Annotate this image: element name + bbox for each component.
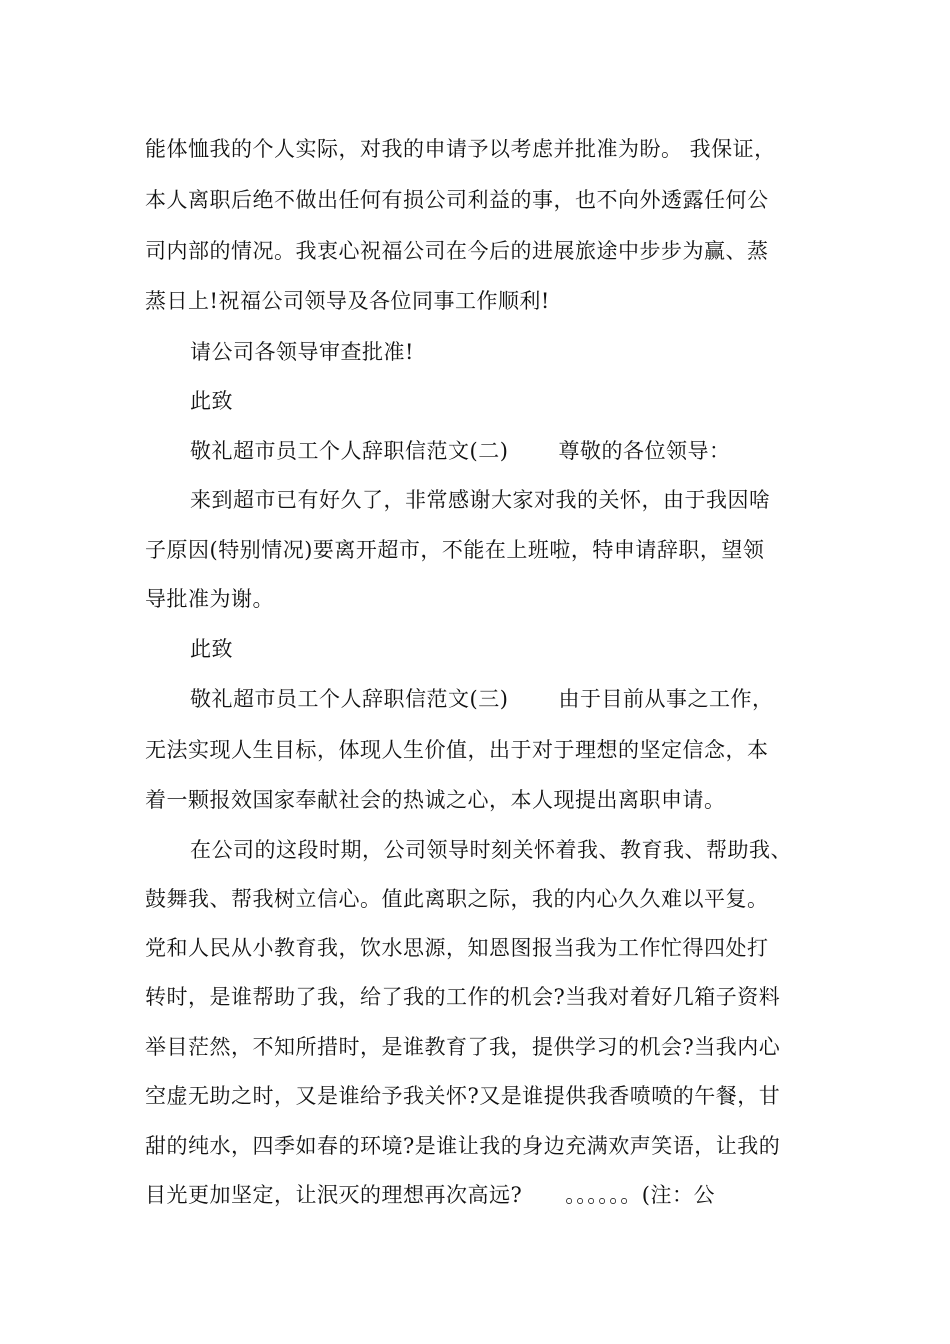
- text-line: 司内部的情况。我衷心祝福公司在今后的进展旅途中步步为赢、蒸: [145, 239, 769, 263]
- text-line: 蒸日上!祝福公司领导及各位同事工作顺利!: [145, 289, 550, 313]
- text-line: 此致: [190, 637, 233, 661]
- text-line: 转时，是谁帮助了我，给了我的工作的机会?当我对着好几箱子资料: [145, 985, 781, 1009]
- text-line: 党和人民从小教育我，饮水思源，知恩图报当我为工作忙得四处打: [145, 936, 769, 960]
- text-line: 导批准为谢。: [145, 587, 274, 611]
- text-line: 来到超市已有好久了，非常感谢大家对我的关怀，由于我因啥: [190, 488, 771, 512]
- text-line: 目光更加坚定，让泯灭的理想再次高远? 。。。。。。(注：公: [145, 1183, 715, 1207]
- text-line: 在公司的这段时期，公司领导时刻关怀着我、教育我、帮助我、: [190, 838, 792, 862]
- text-line: 举目茫然，不知所措时，是谁教育了我，提供学习的机会?当我内心: [145, 1035, 781, 1059]
- section-heading-line: 敬礼超市员工个人辞职信范文(三) 由于目前从事之工作，: [190, 687, 774, 711]
- text-line: 无法实现人生目标，体现人生价值，出于对于理想的坚定信念，本: [145, 738, 769, 762]
- text-line: 能体恤我的个人实际，对我的申请予以考虑并批准为盼。 我保证，: [145, 137, 776, 161]
- text-line: 本人离职后绝不做出任何有损公司利益的事，也不向外透露任何公: [145, 188, 769, 212]
- section-heading-line: 敬礼超市员工个人辞职信范文(二) 尊敬的各位领导：: [190, 439, 731, 463]
- text-line: 鼓舞我、帮我树立信心。值此离职之际，我的内心久久难以平复。: [145, 887, 769, 911]
- text-line: 空虚无助之时，又是谁给予我关怀?又是谁提供我香喷喷的午餐，甘: [145, 1084, 781, 1108]
- text-line: 此致: [190, 389, 233, 413]
- text-line: 甜的纯水，四季如春的环境?是谁让我的身边充满欢声笑语，让我的: [145, 1134, 781, 1158]
- text-line: 着一颗报效国家奉献社会的热诚之心，本人现提出离职申请。: [145, 788, 726, 812]
- text-line: 请公司各领导审查批准!: [190, 340, 414, 364]
- text-line: 子原因(特别情况)要离开超市，不能在上班啦，特申请辞职，望领: [145, 538, 765, 562]
